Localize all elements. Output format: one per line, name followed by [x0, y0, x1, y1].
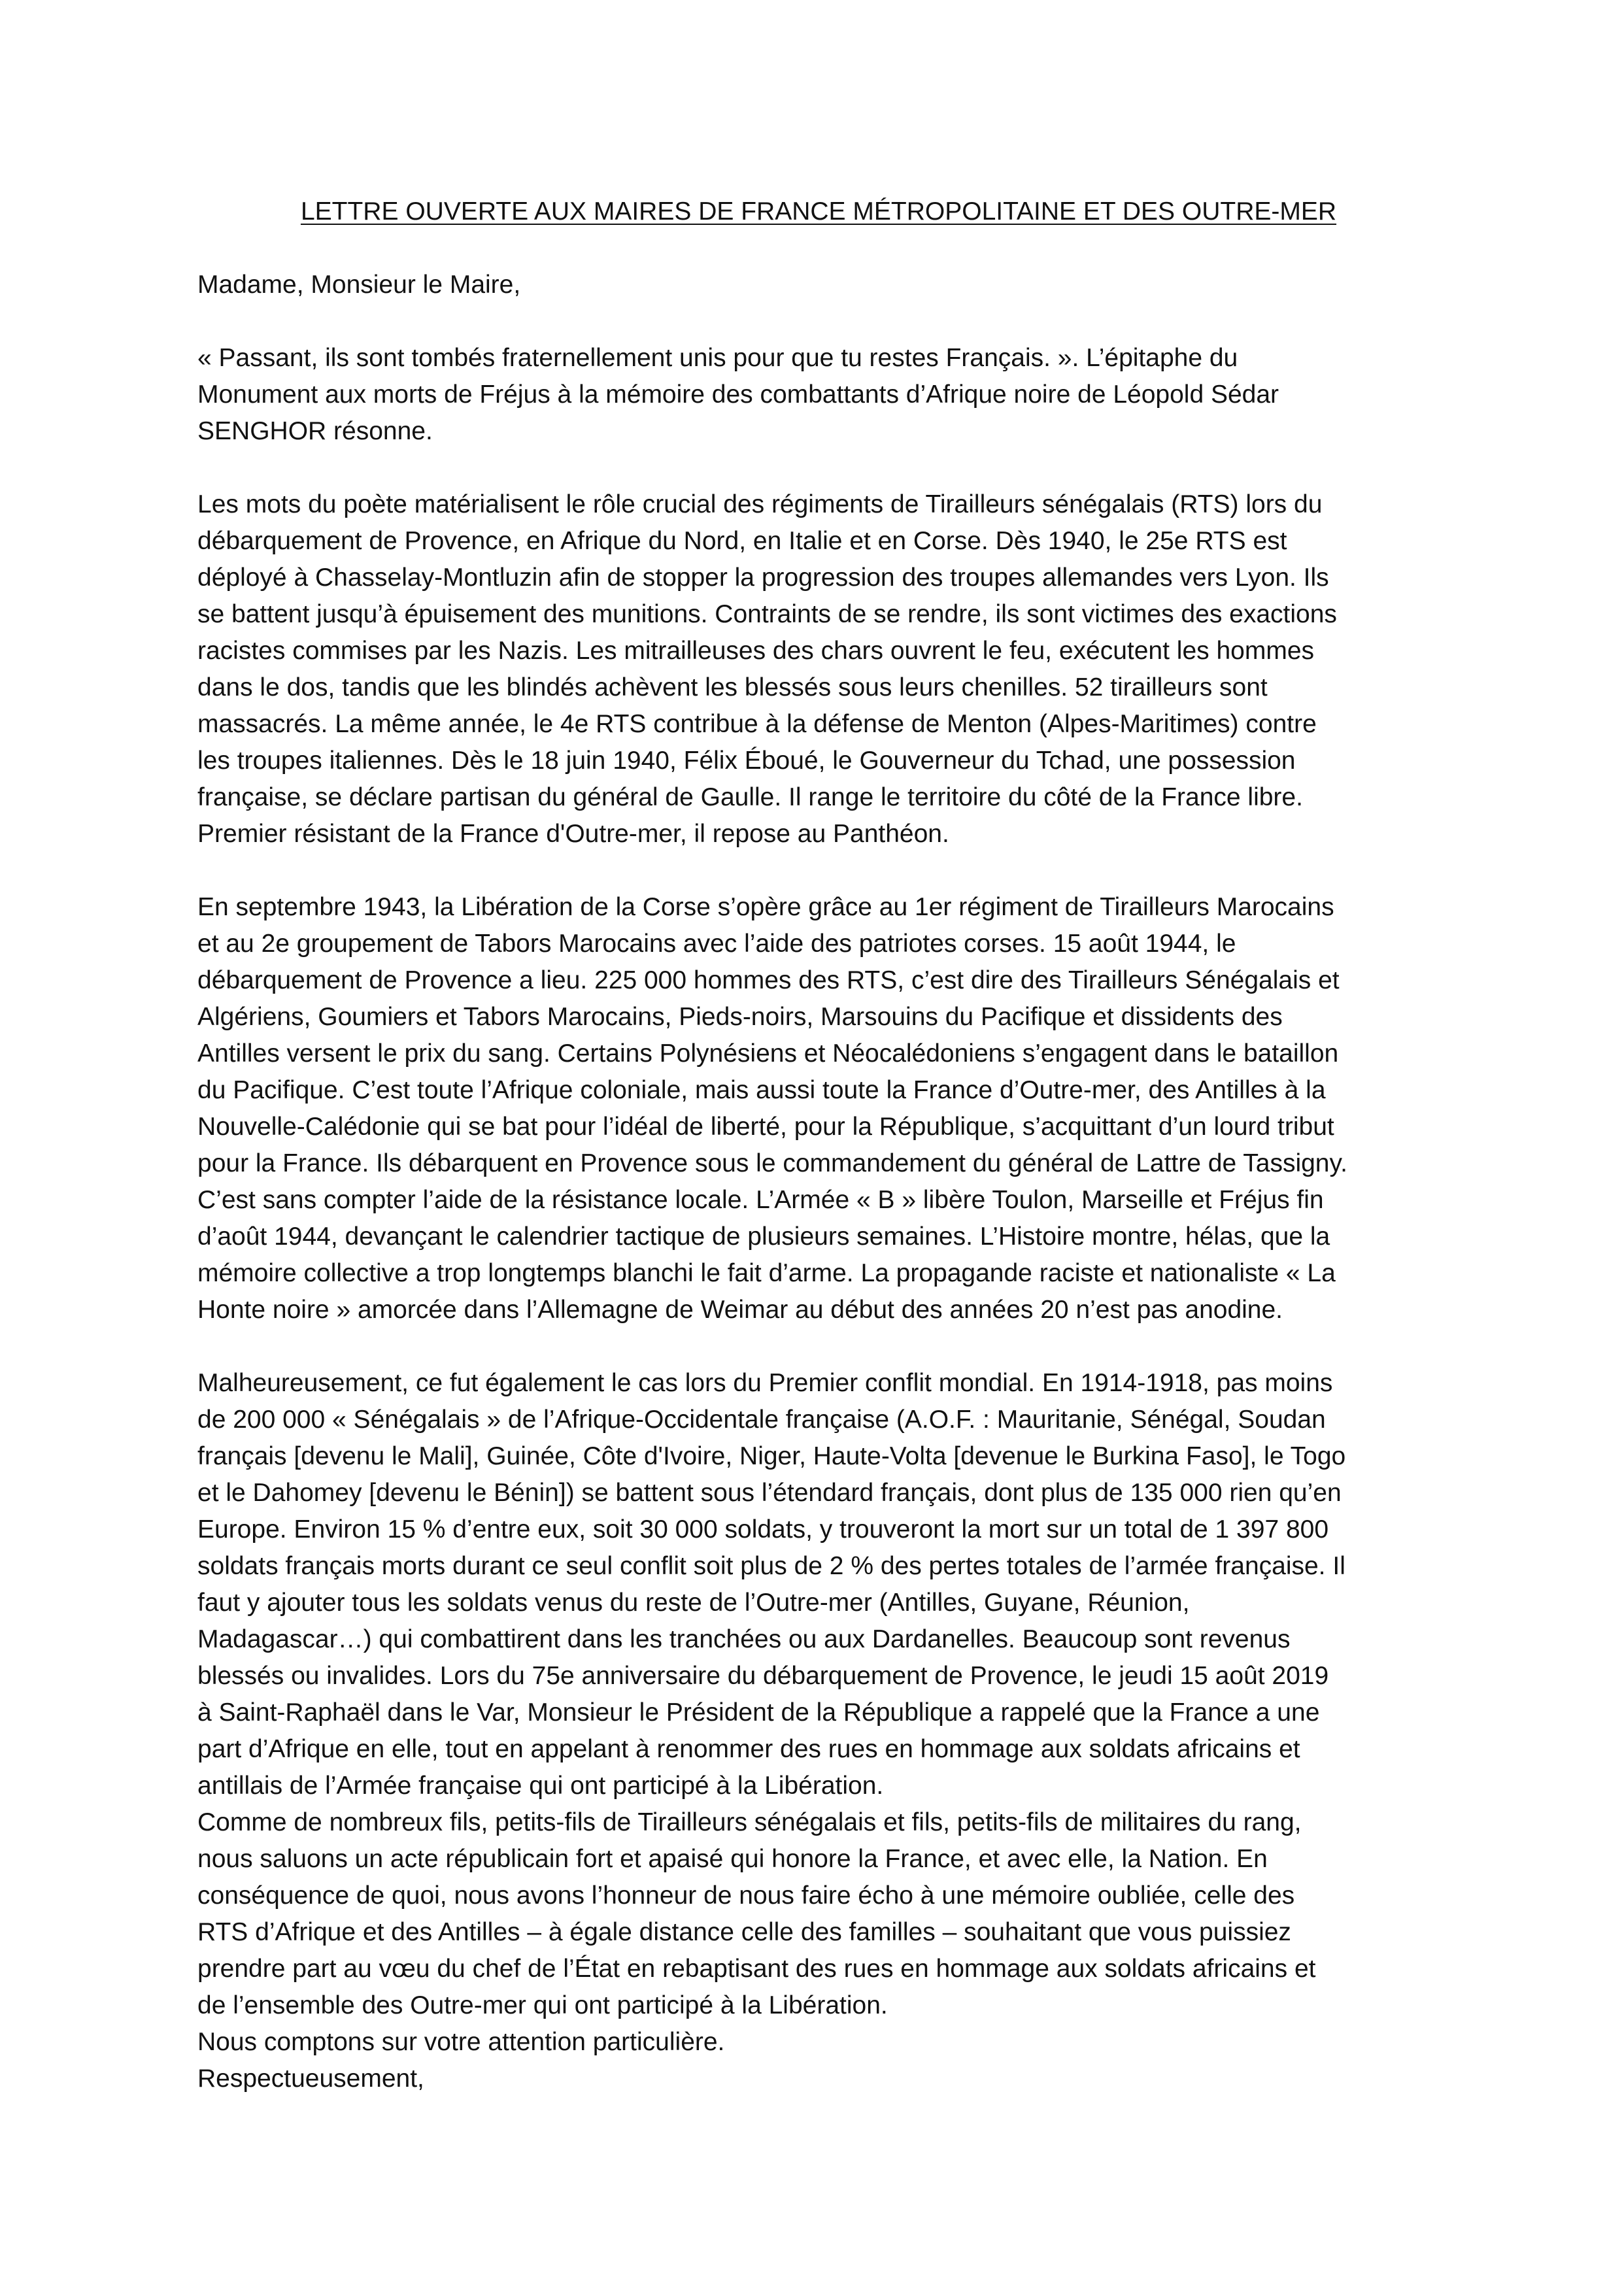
text-line: prendre part au vœu du chef de l’État en rebaptisant des rues en hommage aux soldats africains et — [197, 1955, 1316, 1983]
text-line: conséquence de quoi, nous avons l’honneur de nous faire écho à une mémoire oubliée, celle des — [197, 1881, 1295, 1910]
letter-title: LETTRE OUVERTE AUX MAIRES DE FRANCE MÉTROPOLITAINE ET DES OUTRE-MER — [300, 197, 1337, 226]
text-line: Europe. Environ 15 % d’entre eux, soit 30 000 soldats, y trouveront la mort sur un total de 1 397 800 — [197, 1515, 1329, 1543]
text-line: mémoire collective a trop longtemps blanchi le fait d’arme. La propagande raciste et nationaliste « La — [197, 1259, 1336, 1287]
paragraph-epitaph — [197, 340, 1440, 450]
text-line: dans le dos, tandis que les blindés achèvent les blessés sous leurs chenilles. 52 tirailleurs sont — [197, 673, 1268, 701]
text-line: Monument aux morts de Fréjus à la mémoire des combattants d’Afrique noire de Léopold Sédar — [197, 380, 1279, 409]
text-line: massacrés. La même année, le 4e RTS contribue à la défense de Menton (Alpes-Maritimes) contre — [197, 710, 1317, 738]
text-line: antillais de l’Armée française qui ont participé à la Libération. — [197, 1772, 884, 1800]
text-line: RTS d’Afrique et des Antilles – à égale distance celle des familles – souhaitant que vous puissiez — [197, 1918, 1291, 1946]
paragraph-first-world-war — [197, 1365, 1440, 2097]
text-line: du Pacifique. C’est toute l’Afrique coloniale, mais aussi toute la France d’Outre-mer, des Antilles à la — [197, 1076, 1326, 1104]
text-line: d’août 1944, devançant le calendrier tactique de plusieurs semaines. L’Histoire montre, hélas, que la — [197, 1223, 1330, 1251]
text-line: de l’ensemble des Outre-mer qui ont participé à la Libération. — [197, 1991, 888, 2019]
text-line: débarquement de Provence, en Afrique du Nord, en Italie et en Corse. Dès 1940, le 25e RTS est — [197, 527, 1287, 555]
text-line: français [devenu le Mali], Guinée, Côte d'Ivoire, Niger, Haute-Volta [devenue le Burkina Faso], le Togo — [197, 1442, 1346, 1470]
text-line: française, se déclare partisan du général de Gaulle. Il range le territoire du côté de la France libre. — [197, 783, 1303, 811]
text-line: débarquement de Provence a lieu. 225 000 hommes des RTS, c’est dire des Tirailleurs Sénégalais et — [197, 966, 1340, 994]
paragraph-rts-1940 — [197, 486, 1440, 852]
text-line: racistes commises par les Nazis. Les mitrailleuses des chars ouvrent le feu, exécutent les hommes — [197, 637, 1315, 665]
text-line: Madagascar…) qui combattirent dans les tranchées ou aux Dardanelles. Beaucoup sont revenus — [197, 1625, 1291, 1653]
text-line: nous saluons un acte républicain fort et apaisé qui honore la France, et avec elle, la Nation. En — [197, 1845, 1268, 1873]
text-line: En septembre 1943, la Libération de la Corse s’opère grâce au 1er régiment de Tirailleurs Marocains — [197, 893, 1334, 921]
text-line: blessés ou invalides. Lors du 75e anniversaire du débarquement de Provence, le jeudi 15 août 2019 — [197, 1662, 1329, 1690]
text-line: Comme de nombreux fils, petits-fils de Tirailleurs sénégalais et fils, petits-fils de militaires du rang, — [197, 1808, 1302, 1836]
text-line: SENGHOR résonne. — [197, 417, 433, 445]
text-line: part d’Afrique en elle, tout en appelant à renommer des rues en hommage aux soldats africains et — [197, 1735, 1300, 1763]
text-line: Les mots du poète matérialisent le rôle crucial des régiments de Tirailleurs sénégalais (RTS) lors du — [197, 490, 1323, 518]
text-line: Algériens, Goumiers et Tabors Marocains, Pieds-noirs, Marsouins du Pacifique et dissidents des — [197, 1003, 1283, 1031]
text-line: à Saint-Raphaël dans le Var, Monsieur le Président de la République a rappelé que la France a une — [197, 1698, 1320, 1727]
text-line: se battent jusqu’à épuisement des munitions. Contraints de se rendre, ils sont victimes des exactions — [197, 600, 1337, 628]
sign-off: Respectueusement, — [197, 2065, 424, 2093]
text-line: faut y ajouter tous les soldats venus du reste de l’Outre-mer (Antilles, Guyane, Réunion, — [197, 1589, 1190, 1617]
text-line: Antilles versent le prix du sang. Certains Polynésiens et Néocalédoniens s’engagent dans le bataillon — [197, 1039, 1339, 1068]
text-line: et le Dahomey [devenu le Bénin]) se battent sous l’étendard français, dont plus de 135 000 rien qu’en — [197, 1479, 1342, 1507]
closing-line: Nous comptons sur votre attention particulière. — [197, 2028, 725, 2056]
text-line: déployé à Chasselay-Montluzin afin de stopper la progression des troupes allemandes vers Lyon. Ils — [197, 564, 1329, 592]
text-line: et au 2e groupement de Tabors Marocains avec l’aide des patriotes corses. 15 août 1944, le — [197, 930, 1236, 958]
text-line: de 200 000 « Sénégalais » de l’Afrique-Occidentale française (A.O.F. : Mauritanie, Sénégal, Soudan — [197, 1406, 1326, 1434]
salutation: Madame, Monsieur le Maire, — [197, 271, 521, 299]
text-line: Premier résistant de la France d'Outre-mer, il repose au Panthéon. — [197, 820, 949, 848]
text-line: Nouvelle-Calédonie qui se bat pour l’idéal de liberté, pour la République, s’acquittant d’un lourd tribut — [197, 1113, 1334, 1141]
letter-body — [197, 194, 1440, 2097]
paragraph-liberation-1943-1944 — [197, 889, 1440, 1328]
text-line: Malheureusement, ce fut également le cas lors du Premier conflit mondial. En 1914-1918, pas moins — [197, 1369, 1333, 1397]
text-line: C’est sans compter l’aide de la résistance locale. L’Armée « B » libère Toulon, Marseille et Fréjus fin — [197, 1186, 1324, 1214]
text-line: pour la France. Ils débarquent en Provence sous le commandement du général de Lattre de Tassigny. — [197, 1149, 1347, 1177]
text-line: soldats français morts durant ce seul conflit soit plus de 2 % des pertes totales de l’armée française. Il — [197, 1552, 1345, 1580]
text-line: « Passant, ils sont tombés fraternellement unis pour que tu restes Français. ». L’épitaphe du — [197, 344, 1238, 372]
text-line: les troupes italiennes. Dès le 18 juin 1940, Félix Éboué, le Gouverneur du Tchad, une possession — [197, 747, 1296, 775]
text-line: Honte noire » amorcée dans l’Allemagne de Weimar au début des années 20 n’est pas anodine. — [197, 1296, 1283, 1324]
